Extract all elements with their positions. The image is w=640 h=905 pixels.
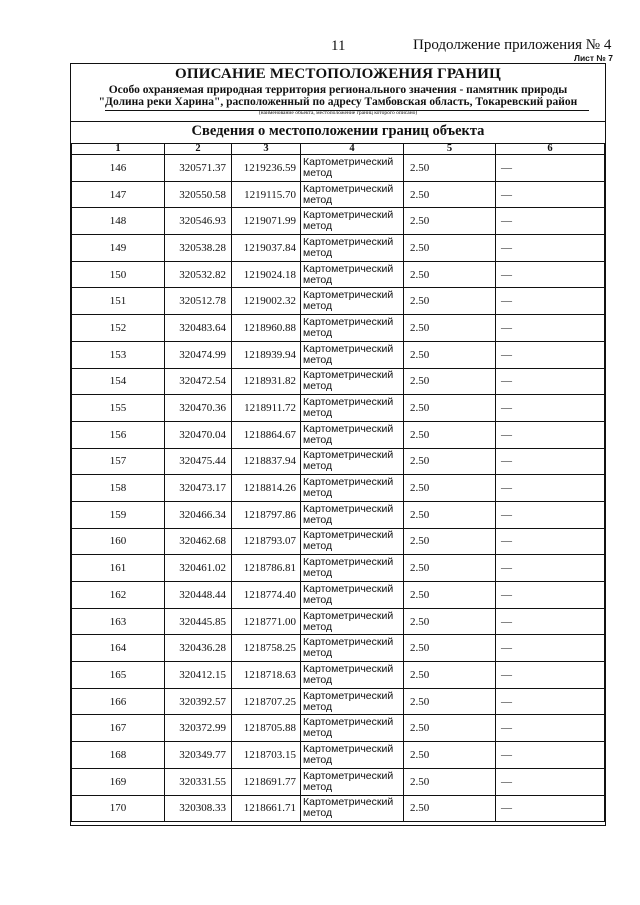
y-coordinate-cell: 1218661.71: [232, 795, 301, 822]
column-header: 2: [165, 144, 232, 155]
column-header: 5: [404, 144, 496, 155]
accuracy-cell: 2.50: [404, 261, 496, 288]
point-number-cell: 155: [72, 395, 165, 422]
method-cell: Картометрический метод: [301, 662, 404, 689]
accuracy-cell: 2.50: [404, 742, 496, 769]
accuracy-cell: 2.50: [404, 208, 496, 235]
description-cell: —: [496, 421, 605, 448]
x-coordinate-cell: 320571.37: [165, 155, 232, 182]
section-divider: [71, 121, 605, 122]
accuracy-cell: 2.50: [404, 582, 496, 609]
table-row: [72, 155, 605, 182]
table-row: [72, 261, 605, 288]
table-row: [72, 368, 605, 395]
table-row: [72, 395, 605, 422]
method-cell: Картометрический метод: [301, 742, 404, 769]
accuracy-cell: 2.50: [404, 635, 496, 662]
x-coordinate-cell: 320436.28: [165, 635, 232, 662]
accuracy-cell: 2.50: [404, 715, 496, 742]
description-cell: —: [496, 261, 605, 288]
description-cell: —: [496, 555, 605, 582]
x-coordinate-cell: 320470.04: [165, 421, 232, 448]
page-number: 11: [331, 38, 346, 54]
description-cell: —: [496, 528, 605, 555]
description-cell: —: [496, 235, 605, 262]
method-cell: Картометрический метод: [301, 635, 404, 662]
point-number-cell: 157: [72, 448, 165, 475]
description-cell: —: [496, 315, 605, 342]
y-coordinate-cell: 1218705.88: [232, 715, 301, 742]
description-cell: —: [496, 368, 605, 395]
accuracy-cell: 2.50: [404, 288, 496, 315]
x-coordinate-cell: 320392.57: [165, 688, 232, 715]
y-coordinate-cell: 1218960.88: [232, 315, 301, 342]
table-row: [72, 208, 605, 235]
y-coordinate-cell: 1218703.15: [232, 742, 301, 769]
x-coordinate-cell: 320308.33: [165, 795, 232, 822]
accuracy-cell: 2.50: [404, 555, 496, 582]
method-cell: Картометрический метод: [301, 448, 404, 475]
description-cell: —: [496, 715, 605, 742]
table-row: [72, 795, 605, 822]
point-number-cell: 161: [72, 555, 165, 582]
method-cell: Картометрический метод: [301, 421, 404, 448]
description-cell: —: [496, 448, 605, 475]
point-number-cell: 151: [72, 288, 165, 315]
table-header-row: [72, 144, 605, 155]
description-cell: —: [496, 208, 605, 235]
x-coordinate-cell: 320512.78: [165, 288, 232, 315]
document-frame: [70, 63, 606, 826]
x-coordinate-cell: 320331.55: [165, 768, 232, 795]
description-cell: —: [496, 155, 605, 182]
table-row: [72, 742, 605, 769]
y-coordinate-cell: 1218797.86: [232, 501, 301, 528]
table-row: [72, 555, 605, 582]
description-cell: —: [496, 395, 605, 422]
y-coordinate-cell: 1218718.63: [232, 662, 301, 689]
point-number-cell: 162: [72, 582, 165, 609]
table-row: [72, 315, 605, 342]
point-number-cell: 148: [72, 208, 165, 235]
table-row: [72, 608, 605, 635]
method-cell: Картометрический метод: [301, 608, 404, 635]
accuracy-cell: 2.50: [404, 181, 496, 208]
method-cell: Картометрический метод: [301, 341, 404, 368]
point-number-cell: 146: [72, 155, 165, 182]
x-coordinate-cell: 320466.34: [165, 501, 232, 528]
table-row: [72, 501, 605, 528]
point-number-cell: 156: [72, 421, 165, 448]
point-number-cell: 154: [72, 368, 165, 395]
y-coordinate-cell: 1219115.70: [232, 181, 301, 208]
table-row: [72, 528, 605, 555]
y-coordinate-cell: 1219236.59: [232, 155, 301, 182]
y-coordinate-cell: 1219071.99: [232, 208, 301, 235]
method-cell: Картометрический метод: [301, 715, 404, 742]
point-number-cell: 152: [72, 315, 165, 342]
description-cell: —: [496, 662, 605, 689]
point-number-cell: 169: [72, 768, 165, 795]
x-coordinate-cell: 320445.85: [165, 608, 232, 635]
accuracy-cell: 2.50: [404, 395, 496, 422]
point-number-cell: 167: [72, 715, 165, 742]
accuracy-cell: 2.50: [404, 448, 496, 475]
accuracy-cell: 2.50: [404, 501, 496, 528]
point-number-cell: 150: [72, 261, 165, 288]
table-row: [72, 715, 605, 742]
description-cell: —: [496, 181, 605, 208]
column-header: 6: [496, 144, 605, 155]
x-coordinate-cell: 320472.54: [165, 368, 232, 395]
table-body: [72, 155, 605, 822]
accuracy-cell: 2.50: [404, 341, 496, 368]
description-cell: —: [496, 475, 605, 502]
accuracy-cell: 2.50: [404, 528, 496, 555]
table-row: [72, 235, 605, 262]
description-cell: —: [496, 795, 605, 822]
y-coordinate-cell: 1218864.67: [232, 421, 301, 448]
y-coordinate-cell: 1218771.00: [232, 608, 301, 635]
description-cell: —: [496, 582, 605, 609]
point-number-cell: 170: [72, 795, 165, 822]
method-cell: Картометрический метод: [301, 555, 404, 582]
y-coordinate-cell: 1218911.72: [232, 395, 301, 422]
table-row: [72, 421, 605, 448]
coordinates-table: [71, 143, 605, 822]
table-row: [72, 448, 605, 475]
method-cell: Картометрический метод: [301, 181, 404, 208]
method-cell: Картометрический метод: [301, 235, 404, 262]
x-coordinate-cell: 320462.68: [165, 528, 232, 555]
point-number-cell: 164: [72, 635, 165, 662]
method-cell: Картометрический метод: [301, 288, 404, 315]
object-caption: (наименование объекта, местоположение границ которого описано): [258, 110, 418, 116]
x-coordinate-cell: 320475.44: [165, 448, 232, 475]
accuracy-cell: 2.50: [404, 368, 496, 395]
column-header: 4: [301, 144, 404, 155]
object-description-line2: "Долина реки Харина", расположенный по адресу Тамбовская область, Токаревский район: [98, 96, 578, 108]
accuracy-cell: 2.50: [404, 768, 496, 795]
method-cell: Картометрический метод: [301, 528, 404, 555]
accuracy-cell: 2.50: [404, 155, 496, 182]
description-cell: —: [496, 288, 605, 315]
table-row: [72, 341, 605, 368]
method-cell: Картометрический метод: [301, 261, 404, 288]
x-coordinate-cell: 320448.44: [165, 582, 232, 609]
method-cell: Картометрический метод: [301, 688, 404, 715]
table-row: [72, 288, 605, 315]
table-row: [72, 475, 605, 502]
accuracy-cell: 2.50: [404, 688, 496, 715]
y-coordinate-cell: 1218837.94: [232, 448, 301, 475]
description-cell: —: [496, 501, 605, 528]
y-coordinate-cell: 1218691.77: [232, 768, 301, 795]
accuracy-cell: 2.50: [404, 315, 496, 342]
document-title: ОПИСАНИЕ МЕСТОПОЛОЖЕНИЯ ГРАНИЦ: [175, 66, 501, 82]
method-cell: Картометрический метод: [301, 155, 404, 182]
section-title: Сведения о местоположении границ объекта: [191, 123, 485, 139]
x-coordinate-cell: 320532.82: [165, 261, 232, 288]
point-number-cell: 163: [72, 608, 165, 635]
table-row: [72, 635, 605, 662]
description-cell: —: [496, 768, 605, 795]
method-cell: Картометрический метод: [301, 501, 404, 528]
method-cell: Картометрический метод: [301, 315, 404, 342]
description-cell: —: [496, 742, 605, 769]
method-cell: Картометрический метод: [301, 208, 404, 235]
accuracy-cell: 2.50: [404, 235, 496, 262]
accuracy-cell: 2.50: [404, 662, 496, 689]
point-number-cell: 158: [72, 475, 165, 502]
y-coordinate-cell: 1218707.25: [232, 688, 301, 715]
point-number-cell: 153: [72, 341, 165, 368]
method-cell: Картометрический метод: [301, 368, 404, 395]
y-coordinate-cell: 1218939.94: [232, 341, 301, 368]
table-row: [72, 181, 605, 208]
description-cell: —: [496, 688, 605, 715]
y-coordinate-cell: 1218931.82: [232, 368, 301, 395]
method-cell: Картометрический метод: [301, 582, 404, 609]
x-coordinate-cell: 320483.64: [165, 315, 232, 342]
appendix-continuation: Продолжение приложения № 4: [413, 37, 612, 53]
accuracy-cell: 2.50: [404, 421, 496, 448]
point-number-cell: 160: [72, 528, 165, 555]
table-row: [72, 582, 605, 609]
x-coordinate-cell: 320546.93: [165, 208, 232, 235]
description-cell: —: [496, 341, 605, 368]
method-cell: Картометрический метод: [301, 395, 404, 422]
method-cell: Картометрический метод: [301, 768, 404, 795]
x-coordinate-cell: 320461.02: [165, 555, 232, 582]
accuracy-cell: 2.50: [404, 795, 496, 822]
y-coordinate-cell: 1218793.07: [232, 528, 301, 555]
y-coordinate-cell: 1218774.40: [232, 582, 301, 609]
x-coordinate-cell: 320550.58: [165, 181, 232, 208]
accuracy-cell: 2.50: [404, 475, 496, 502]
accuracy-cell: 2.50: [404, 608, 496, 635]
point-number-cell: 165: [72, 662, 165, 689]
y-coordinate-cell: 1219002.32: [232, 288, 301, 315]
x-coordinate-cell: 320470.36: [165, 395, 232, 422]
point-number-cell: 149: [72, 235, 165, 262]
column-header: 1: [72, 144, 165, 155]
sheet-number: Лист № 7: [573, 53, 613, 63]
point-number-cell: 159: [72, 501, 165, 528]
point-number-cell: 166: [72, 688, 165, 715]
x-coordinate-cell: 320538.28: [165, 235, 232, 262]
y-coordinate-cell: 1218786.81: [232, 555, 301, 582]
description-cell: —: [496, 635, 605, 662]
x-coordinate-cell: 320412.15: [165, 662, 232, 689]
object-description-line1: Особо охраняемая природная территория регионального значения - памятник природы: [108, 84, 568, 96]
x-coordinate-cell: 320473.17: [165, 475, 232, 502]
y-coordinate-cell: 1219024.18: [232, 261, 301, 288]
y-coordinate-cell: 1218758.25: [232, 635, 301, 662]
y-coordinate-cell: 1218814.26: [232, 475, 301, 502]
x-coordinate-cell: 320372.99: [165, 715, 232, 742]
description-cell: —: [496, 608, 605, 635]
method-cell: Картометрический метод: [301, 795, 404, 822]
table-row: [72, 662, 605, 689]
x-coordinate-cell: 320474.99: [165, 341, 232, 368]
method-cell: Картометрический метод: [301, 475, 404, 502]
y-coordinate-cell: 1219037.84: [232, 235, 301, 262]
column-header: 3: [232, 144, 301, 155]
point-number-cell: 147: [72, 181, 165, 208]
table-row: [72, 688, 605, 715]
x-coordinate-cell: 320349.77: [165, 742, 232, 769]
table-row: [72, 768, 605, 795]
point-number-cell: 168: [72, 742, 165, 769]
